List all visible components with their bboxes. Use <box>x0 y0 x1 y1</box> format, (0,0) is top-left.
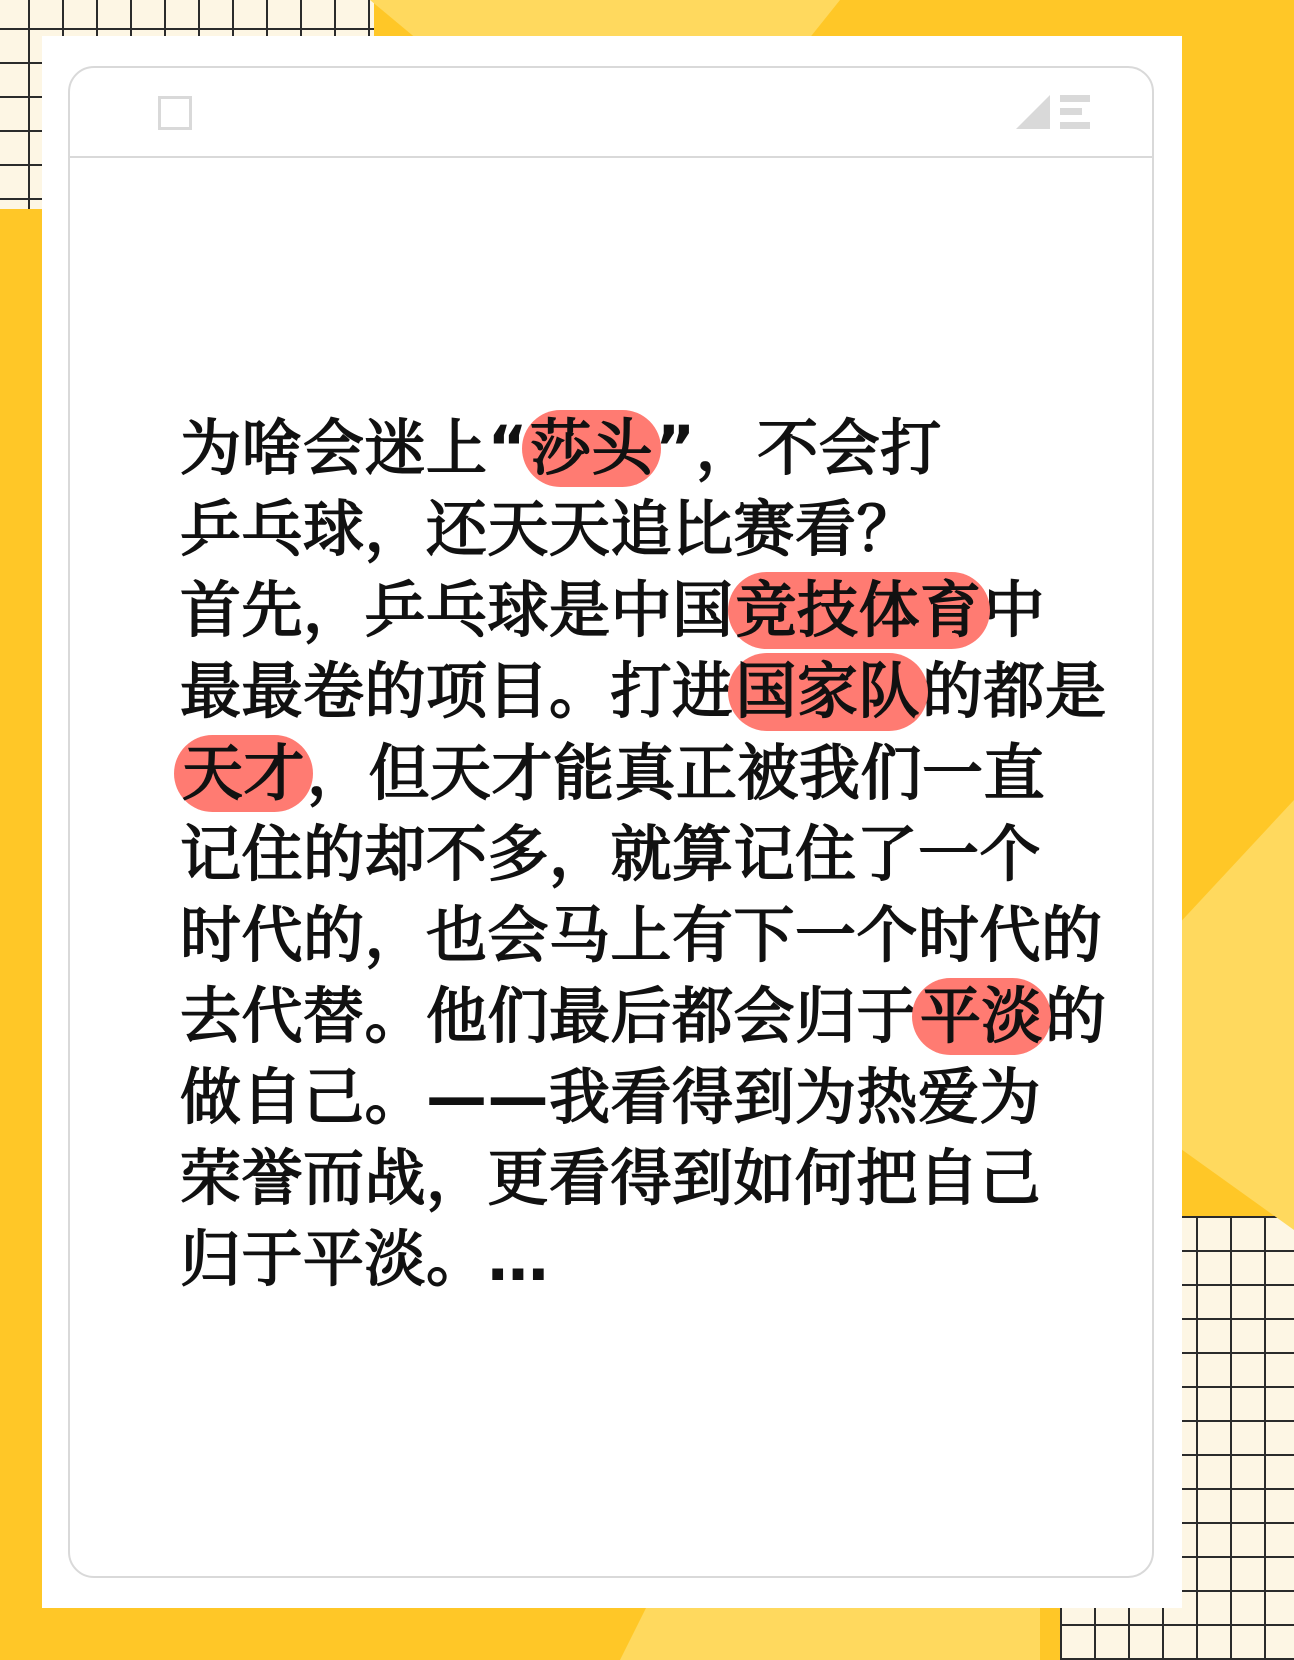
content-card <box>42 36 1182 1608</box>
text-run: 为啥会迷上“ <box>180 413 529 484</box>
text-line <box>180 738 1045 809</box>
text-line <box>180 1224 549 1295</box>
highlighted-phrase: 国家队 <box>734 651 923 732</box>
triangle-icon <box>1016 95 1050 129</box>
text-run: 最最卷的项目。打进 <box>180 656 734 728</box>
text-line <box>180 413 942 484</box>
device-frame <box>68 66 1154 1578</box>
text-run: 的 <box>1045 980 1107 1052</box>
text-line <box>180 575 1045 646</box>
text-line <box>180 981 1107 1052</box>
text-run: 记住的却不多，就算记住了一个 <box>180 818 1042 890</box>
text-line <box>180 900 1103 971</box>
text-run: 的都是 <box>922 656 1107 728</box>
menu-bars-icon <box>1060 95 1090 129</box>
text-run: ，但天才能真正被我们一直 <box>307 737 1046 809</box>
text-line <box>180 1143 1041 1214</box>
text-run: 做自己。——我看得到为热爱为 <box>180 1062 1042 1133</box>
text-run: 中 <box>983 575 1046 647</box>
frame-header <box>70 68 1152 158</box>
text-line <box>180 494 918 565</box>
paragraph-text <box>180 408 1160 1300</box>
text-line <box>180 1062 1041 1133</box>
article-body <box>180 408 1160 1300</box>
frame-header-icons <box>1016 95 1090 129</box>
highlighted-phrase: 竞技体育 <box>734 570 984 651</box>
text-run: 归于平淡。… <box>180 1224 550 1296</box>
highlighted-phrase: 平淡 <box>918 976 1045 1057</box>
text-run: 去代替。他们最后都会归于 <box>180 980 919 1052</box>
text-run: 首先，乒乓球是中国 <box>180 575 734 647</box>
text-line <box>180 819 1041 890</box>
text-line <box>180 656 1107 727</box>
square-icon <box>158 96 192 130</box>
text-run: 时代的，也会马上有下一个时代的 <box>180 899 1103 971</box>
text-run: ”，不会打 <box>655 413 942 484</box>
text-run: 荣誉而战，更看得到如何把自己 <box>180 1143 1042 1215</box>
highlighted-phrase: 天才 <box>180 733 307 814</box>
text-run: 乒乓球，还天天追比赛看？ <box>180 494 919 566</box>
highlighted-phrase: 莎头 <box>528 408 655 489</box>
